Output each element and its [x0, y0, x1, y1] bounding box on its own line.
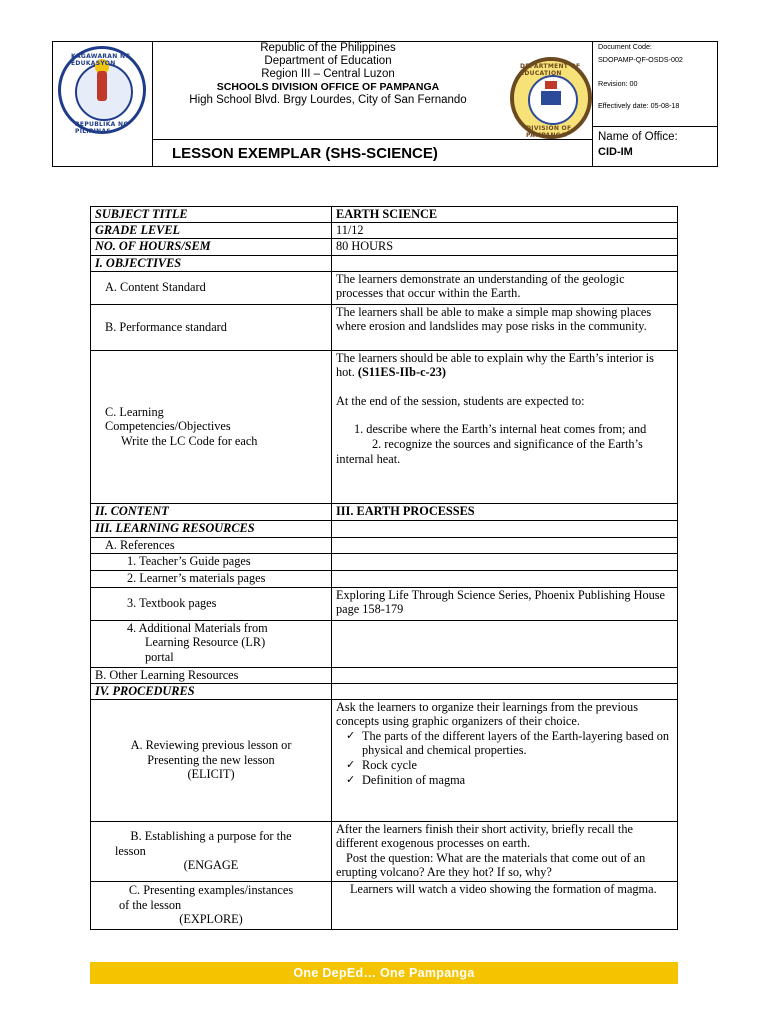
table-row [91, 553, 678, 570]
agency-line: Region III – Central Luzon [261, 68, 395, 80]
textbook-value: Exploring Life Through Science Series, Phoenix Publishing House page 158-179 [332, 587, 678, 620]
content-heading: II. CONTENT [91, 503, 332, 520]
office-name: CID-IM [598, 146, 633, 158]
table-row [91, 699, 678, 821]
content-standard-label: A. Content Standard [91, 271, 332, 304]
engage-value: After the learners finish their short activity, briefly recall the different exogenous processes on earth. Post the question: What are the materials that come out of an erupting volcano? Are they hot? If so, why? [332, 821, 678, 881]
agency-address: High School Blvd. Brgy Lourdes, City of San Fernando [189, 94, 467, 106]
deped-seal-logo: KAGAWARAN NG EDUKASYON REPUBLIKA NG PILIPINAS [58, 46, 146, 134]
table-row [91, 587, 678, 620]
agency-heading [152, 42, 504, 107]
header-divider [592, 126, 717, 127]
subject-label: SUBJECT TITLE [91, 207, 332, 223]
hours-label: NO. OF HOURS/SEM [91, 239, 332, 256]
office-label: Name of Office: [598, 131, 678, 143]
elicit-value: Ask the learners to organize their learnings from the previous concepts using graphic organizers of their choice. ✓ The parts of the different layers of the Earth-layering based on physical and chemical properties. ✓ Rock cycle ✓ Definition of magma [332, 699, 678, 821]
revision: Revision: 00 [598, 79, 638, 88]
header-divider [592, 42, 593, 166]
table-row [91, 683, 678, 699]
footer-banner: One DepEd… One Pampanga [90, 962, 678, 984]
lc-code: (S11ES-IIb-c-23) [357, 365, 447, 380]
table-row [91, 223, 678, 239]
references-label: A. References [91, 537, 332, 553]
textbook-label: 3. Textbook pages [91, 587, 332, 620]
learning-competencies-value: The learners should be able to explain why the Earth’s interior is hot. (S11ES-IIb-c-23) At the end of the session, students are expected to: 1. describe where the Earth’s internal heat comes from; and 2. recognize the sources and significance of the Earth’s internal heat. [332, 350, 678, 503]
hours-value: 80 HOURS [332, 239, 678, 256]
agency-line: SCHOOLS DIVISION OFFICE OF PAMPANGA [216, 81, 440, 93]
learning-resources-heading: III. LEARNING RESOURCES [91, 520, 332, 537]
table-row [91, 570, 678, 587]
grade-value: 11/12 [332, 223, 678, 239]
procedures-heading: IV. PROCEDURES [91, 683, 332, 699]
lesson-exemplar-table [90, 206, 678, 930]
table-row [91, 520, 678, 537]
learners-materials-label: 2. Learner’s materials pages [91, 570, 332, 587]
grade-label: GRADE LEVEL [91, 223, 332, 239]
checklist-item: ✓ Definition of magma [336, 773, 673, 788]
header-divider [152, 139, 592, 140]
effectivity-date: Effectively date: 05-08-18 [598, 101, 680, 110]
engage-label: B. Establishing a purpose for the lesson (ENGAGE [91, 821, 332, 881]
table-row [91, 537, 678, 553]
checklist-item: ✓ Rock cycle [336, 758, 673, 773]
agency-line: Republic of the Philippines [260, 42, 396, 54]
checklist-item: ✓ The parts of the different layers of the Earth-layering based on physical and chemical properties. [336, 729, 673, 758]
elicit-label: A. Reviewing previous lesson or Presenting the new lesson (ELICIT) [91, 699, 332, 821]
teachers-guide-label: 1. Teacher’s Guide pages [91, 553, 332, 570]
table-row [91, 207, 678, 223]
doc-code: SDOPAMP-QF-OSDS-002 [598, 55, 683, 64]
subject-value: EARTH SCIENCE [332, 207, 678, 223]
agency-line: Department of Education [264, 55, 392, 67]
doc-code-label: Document Code: [598, 42, 652, 51]
explore-value: Learners will watch a video showing the formation of magma. [332, 881, 678, 929]
explore-label: C. Presenting examples/instances of the lesson (EXPLORE) [91, 881, 332, 929]
table-row [91, 821, 678, 881]
performance-standard-label: B. Performance standard [91, 304, 332, 350]
additional-materials-label: 4. Additional Materials from Learning Resource (LR) portal [91, 620, 332, 667]
table-row [91, 256, 678, 272]
table-row [91, 271, 678, 304]
table-row [91, 620, 678, 667]
other-resources-label: B. Other Learning Resources [91, 667, 332, 683]
table-row [91, 304, 678, 350]
content-standard-value: The learners demonstrate an understanding of the geologic processes that occur within the Earth. [332, 271, 678, 304]
table-row [91, 881, 678, 929]
division-seal-logo: DEPARTMENT OF EDUCATION DIVISION OF PAMPANGA [510, 57, 592, 139]
learning-competencies-label: C. Learning Competencies/Objectives Write the LC Code for each [91, 350, 332, 503]
table-row [91, 350, 678, 503]
document-title: LESSON EXEMPLAR (SHS-SCIENCE) [172, 145, 438, 162]
content-value: III. EARTH PROCESSES [332, 503, 678, 520]
table-row [91, 667, 678, 683]
performance-standard-value: The learners shall be able to make a simple map showing places where erosion and landslides may pose risks in the community. [332, 304, 678, 350]
objectives-heading: I. OBJECTIVES [91, 256, 332, 272]
table-row [91, 239, 678, 256]
table-row [91, 503, 678, 520]
